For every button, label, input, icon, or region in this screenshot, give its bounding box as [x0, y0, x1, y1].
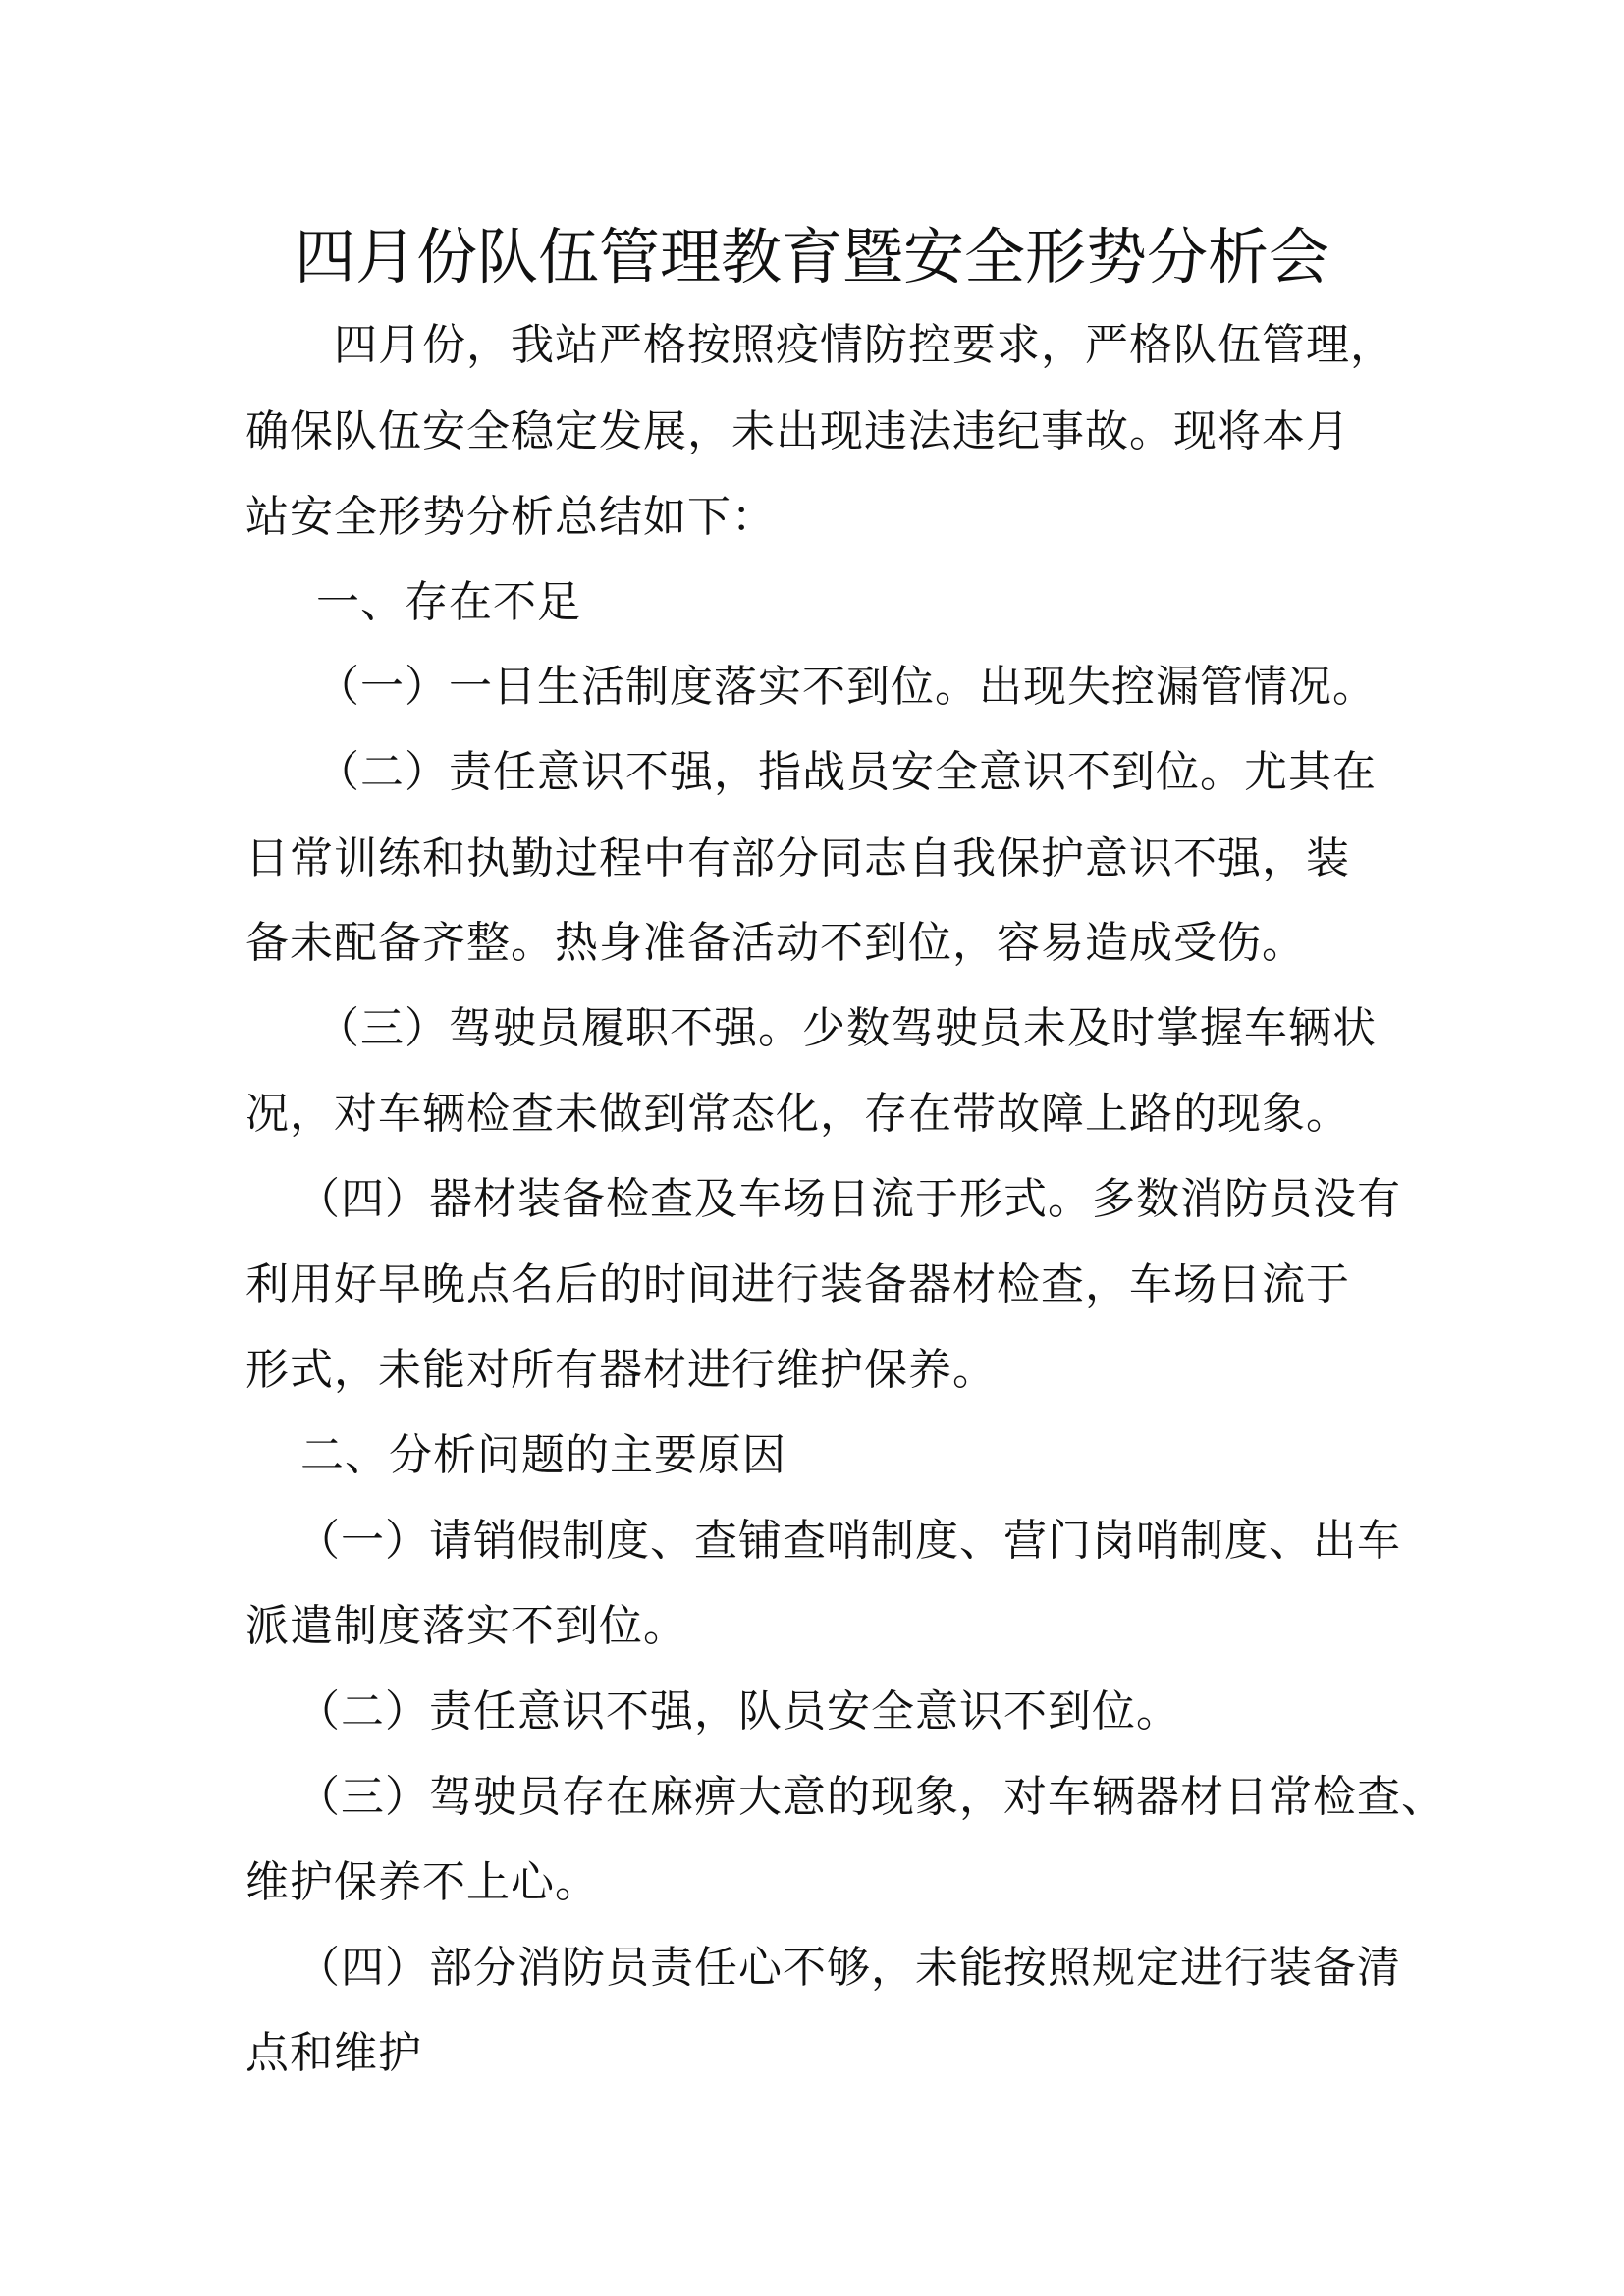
section-heading: 二、分析问题的主要原因 — [300, 1430, 786, 1480]
paragraph-line: （二）责任意识不强，指战员安全意识不到位。尤其在 — [316, 747, 1377, 797]
paragraph-line: （三）驾驶员履职不强。少数驾驶员未及时掌握车辆状 — [316, 1003, 1377, 1053]
paragraph-line: 点和维护 — [245, 2028, 422, 2078]
paragraph-line: 况，对车辆检查未做到常态化，存在带故障上路的现象。 — [245, 1089, 1350, 1139]
paragraph-line: （一）一日生活制度落实不到位。出现失控漏管情况。 — [316, 662, 1377, 712]
paragraph-line: （二）责任意识不强，队员安全意识不到位。 — [297, 1686, 1180, 1736]
paragraph-line: （一）请销假制度、查铺查哨制度、营门岗哨制度、出车 — [297, 1516, 1401, 1566]
paragraph-line: 派遣制度落实不到位。 — [245, 1601, 687, 1651]
paragraph-line: 利用好早晚点名后的时间进行装备器材检查，车场日流于 — [245, 1259, 1350, 1309]
paragraph-line: 备未配备齐整。热身准备活动不到位，容易造成受伤。 — [245, 918, 1306, 968]
section-heading: 一、存在不足 — [316, 577, 581, 627]
paragraph-line: 维护保养不上心。 — [245, 1857, 599, 1907]
paragraph-line: 确保队伍安全稳定发展，未出现违法违纪事故。现将本月 — [245, 406, 1350, 456]
paragraph-line: 日常训练和执勤过程中有部分同志自我保护意识不强，装 — [245, 833, 1350, 883]
paragraph-line: （四）部分消防员责任心不够，未能按照规定进行装备清 — [297, 1943, 1401, 1993]
paragraph-line: 形式，未能对所有器材进行维护保养。 — [245, 1345, 997, 1395]
paragraph-line: 站安全形势分析总结如下： — [245, 492, 776, 542]
paragraph-line: （四）器材装备检查及车场日流于形式。多数消防员没有 — [297, 1174, 1401, 1224]
document-title: 四月份队伍管理教育暨安全形势分析会 — [294, 221, 1329, 293]
paragraph-line: （三）驾驶员存在麻痹大意的现象，对车辆器材日常检查、 — [297, 1772, 1445, 1822]
paragraph-line: 四月份，我站严格按照疫情防控要求，严格队伍管理， — [334, 320, 1394, 370]
